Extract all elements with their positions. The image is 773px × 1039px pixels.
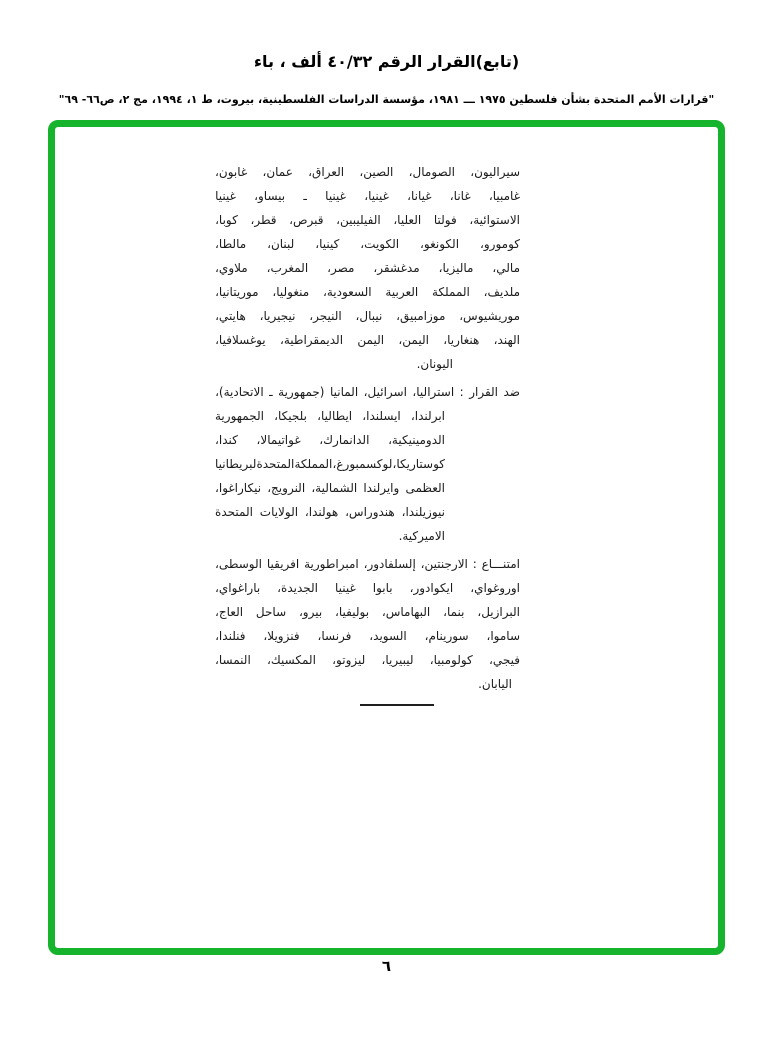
paragraph-last-line: الاميركية.	[398, 529, 445, 543]
text-line: الهند، هنغاريا، اليمن، اليمن الديمقراطية، يوغسلافيا،	[215, 333, 520, 347]
paragraph	[215, 380, 520, 548]
text-line: كوستاريكا، لوكسمبورغ، المملكة المتحدة لبريطانيا	[215, 457, 445, 471]
text-line: البرازيل، بنما، البهاماس، بوليفيا، بيرو، ساحل العاج،	[215, 605, 520, 619]
text-line: ضد القرار : استراليا، اسرائيل، المانيا (جمهورية ـ الاتحادية)،	[215, 385, 520, 399]
text-line: مالي، ماليزيا، مدغشقر، مصر، المغرب، ملاوي،	[215, 261, 520, 275]
paragraph-last-line: اليونان.	[416, 357, 453, 371]
text-line: ابرلندا، ايسلندا، ايطاليا، بلجيكا، الجمهورية	[215, 409, 445, 423]
paragraph	[215, 160, 520, 376]
text-line: كومورو، الكونغو، الكويت، كينيا، لبنان، مالطا،	[215, 237, 520, 251]
text-line: نيوزيلندا، هندوراس، هولندا، الولايات المتحدة	[215, 505, 445, 519]
text-line: موريشيوس، موزامبيق، نيبال، النيجر، نيجيريا، هايتي،	[215, 309, 520, 323]
paragraph	[215, 552, 520, 696]
page-number: ٦	[381, 957, 392, 975]
text-line: امتنـــاع : الارجنتين، إلسلفادور، امبراطورية افريقيا الوسطى،	[215, 557, 520, 571]
end-rule	[360, 704, 434, 706]
text-line: غامبيا، غانا، غيانا، غينيا، غينيا ـ بيساو، غينيا	[215, 189, 520, 203]
text-line: فيجي، كولومبيا، ليبيريا، ليزوتو، المكسيك، النمسا،	[215, 653, 520, 667]
text-line: الدومينيكية، الدانمارك، غواتيمالا، كندا،	[215, 433, 445, 447]
paragraph-last-line: اليابان.	[478, 677, 512, 691]
page-title: (تابع)القرار الرقم ٤٠/٣٢ ألف ، باء	[253, 52, 520, 71]
text-line: العظمى وايرلندا الشمالية، النرويج، نيكاراغوا،	[215, 481, 445, 495]
text-line: ملديف، المملكة العربية السعودية، منغوليا، موريتانيا،	[215, 285, 520, 299]
text-line: الاستوائية، فولتا العليا، الفيليبين، قبرص، قطر، كوبا،	[215, 213, 520, 227]
source-citation: "قرارات الأمم المتحدة بشأن فلسطين ١٩٧٥ ـــ ١٩٨١، مؤسسة الدراسات الفلسطينية، بيروت، ط ١، ١٩٩٤، مج ٢، ص٦٦- ٦٩"	[58, 93, 715, 106]
text-line: ساموا، سورينام، السويد، فرنسا، فنزويلا، فنلندا،	[215, 629, 520, 643]
text-line: اوروغواي، ايكوادور، بابوا غينيا الجديدة، باراغواي،	[215, 581, 520, 595]
text-block	[215, 160, 520, 706]
text-line: سيراليون، الصومال، الصين، العراق، عمان، غابون،	[215, 165, 520, 179]
